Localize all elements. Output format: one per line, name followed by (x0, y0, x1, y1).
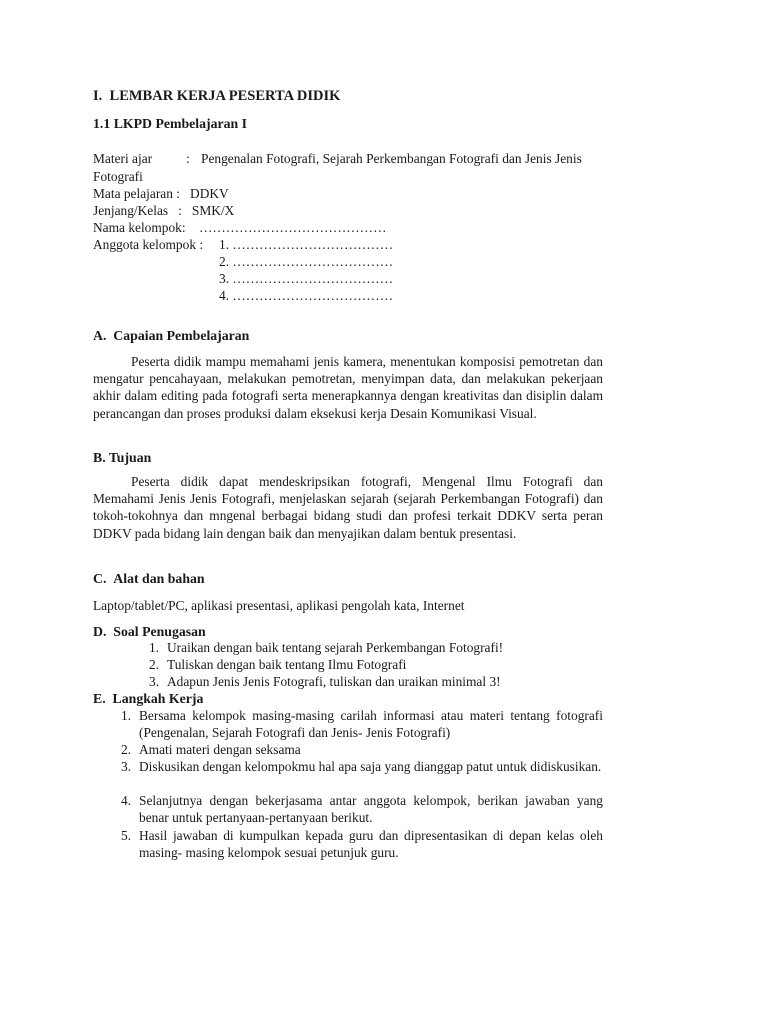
materi-colon: : (186, 151, 190, 166)
jenjang-kelas: Jenjang/Kelas : SMK/X (93, 203, 235, 218)
materi-value: Pengenalan Fotografi, Sejarah Perkembangan Fotografi dan Jenis Jenis (201, 151, 582, 166)
langkah-number: 4. (121, 793, 132, 808)
langkah-item: Amati materi dengan seksama (139, 742, 301, 757)
soal-number: 3. (149, 674, 160, 689)
section-b-heading: B. Tujuan (93, 450, 152, 465)
anggota-item: 2. ……………………………… (219, 254, 394, 269)
section-a-heading: A. Capaian Pembelajaran (93, 328, 250, 343)
soal-number: 1. (149, 640, 160, 655)
anggota-item: 1. ……………………………… (219, 237, 394, 252)
soal-number: 2. (149, 657, 160, 672)
anggota-item: 3. ……………………………… (219, 271, 394, 286)
langkah-item: Bersama kelompok masing-masing carilah informasi atau materi tentang fotografi (Pengenalan, Sejarah Fotografi dan Jenis- Jenis Fotografi) (139, 708, 603, 741)
document-subtitle: 1.1 LKPD Pembelajaran I (93, 116, 248, 131)
section-d-heading: D. Soal Penugasan (93, 624, 206, 639)
section-c-heading: C. Alat dan bahan (93, 571, 205, 586)
langkah-number: 1. (121, 708, 132, 723)
anggota-item: 4. ……………………………… (219, 288, 394, 303)
section-a-paragraph: Peserta didik mampu memahami jenis kamera, menentukan komposisi pemotretan dan mengatur pencahayaan, melakukan pemotretan, menyimpan data, dan melakukan pekerjaan akhir dalam editing pada fotografi serta menerapkannya dengan kreativitas dan disiplin dalam perancangan dan proses produksi dalam eksekusi kerja Desain Komunikasi Visual. (93, 354, 603, 421)
materi-label: Materi ajar (93, 151, 153, 166)
anggota-label: Anggota kelompok : (93, 237, 204, 252)
document-title: I. LEMBAR KERJA PESERTA DIDIK (93, 88, 341, 104)
langkah-number: 5. (121, 828, 132, 843)
langkah-item: Selanjutnya dengan bekerjasama antar anggota kelompok, berikan jawaban yang benar untuk pertanyaan-pertanyaan berikut. (139, 793, 603, 826)
materi-value-continued: Fotografi (93, 169, 143, 184)
mata-pelajaran: Mata pelajaran : DDKV (93, 186, 229, 201)
langkah-number: 3. (121, 759, 132, 774)
nama-kelompok: Nama kelompok: …………………………………… (93, 220, 387, 235)
soal-item: Uraikan dengan baik tentang sejarah Perkembangan Fotografi! (167, 640, 504, 655)
soal-item: Tuliskan dengan baik tentang Ilmu Fotografi (167, 657, 407, 672)
section-c-text: Laptop/tablet/PC, aplikasi presentasi, aplikasi pengolah kata, Internet (93, 598, 465, 613)
soal-item: Adapun Jenis Jenis Fotografi, tuliskan dan uraikan minimal 3! (167, 674, 501, 689)
langkah-number: 2. (121, 742, 132, 757)
section-e-heading: E. Langkah Kerja (93, 691, 204, 706)
langkah-item: Diskusikan dengan kelompokmu hal apa saja yang dianggap patut untuk didiskusikan. (139, 759, 602, 774)
langkah-item: Hasil jawaban di kumpulkan kepada guru dan dipresentasikan di depan kelas oleh masing- masing kelompok sesuai petunjuk guru. (139, 828, 603, 861)
section-b-paragraph: Peserta didik dapat mendeskripsikan fotografi, Mengenal Ilmu Fotografi dan Memahami Jenis Jenis Fotografi, menjelaskan sejarah (sejarah Perkembangan Fotografi) dan tokoh-tokohnya dan mngenal berbagai bidang studi dan profesi terkait DDKV serta peran DDKV pada bidang lain dengan baik dan menyajikan dalam bentuk presentasi. (93, 474, 603, 541)
